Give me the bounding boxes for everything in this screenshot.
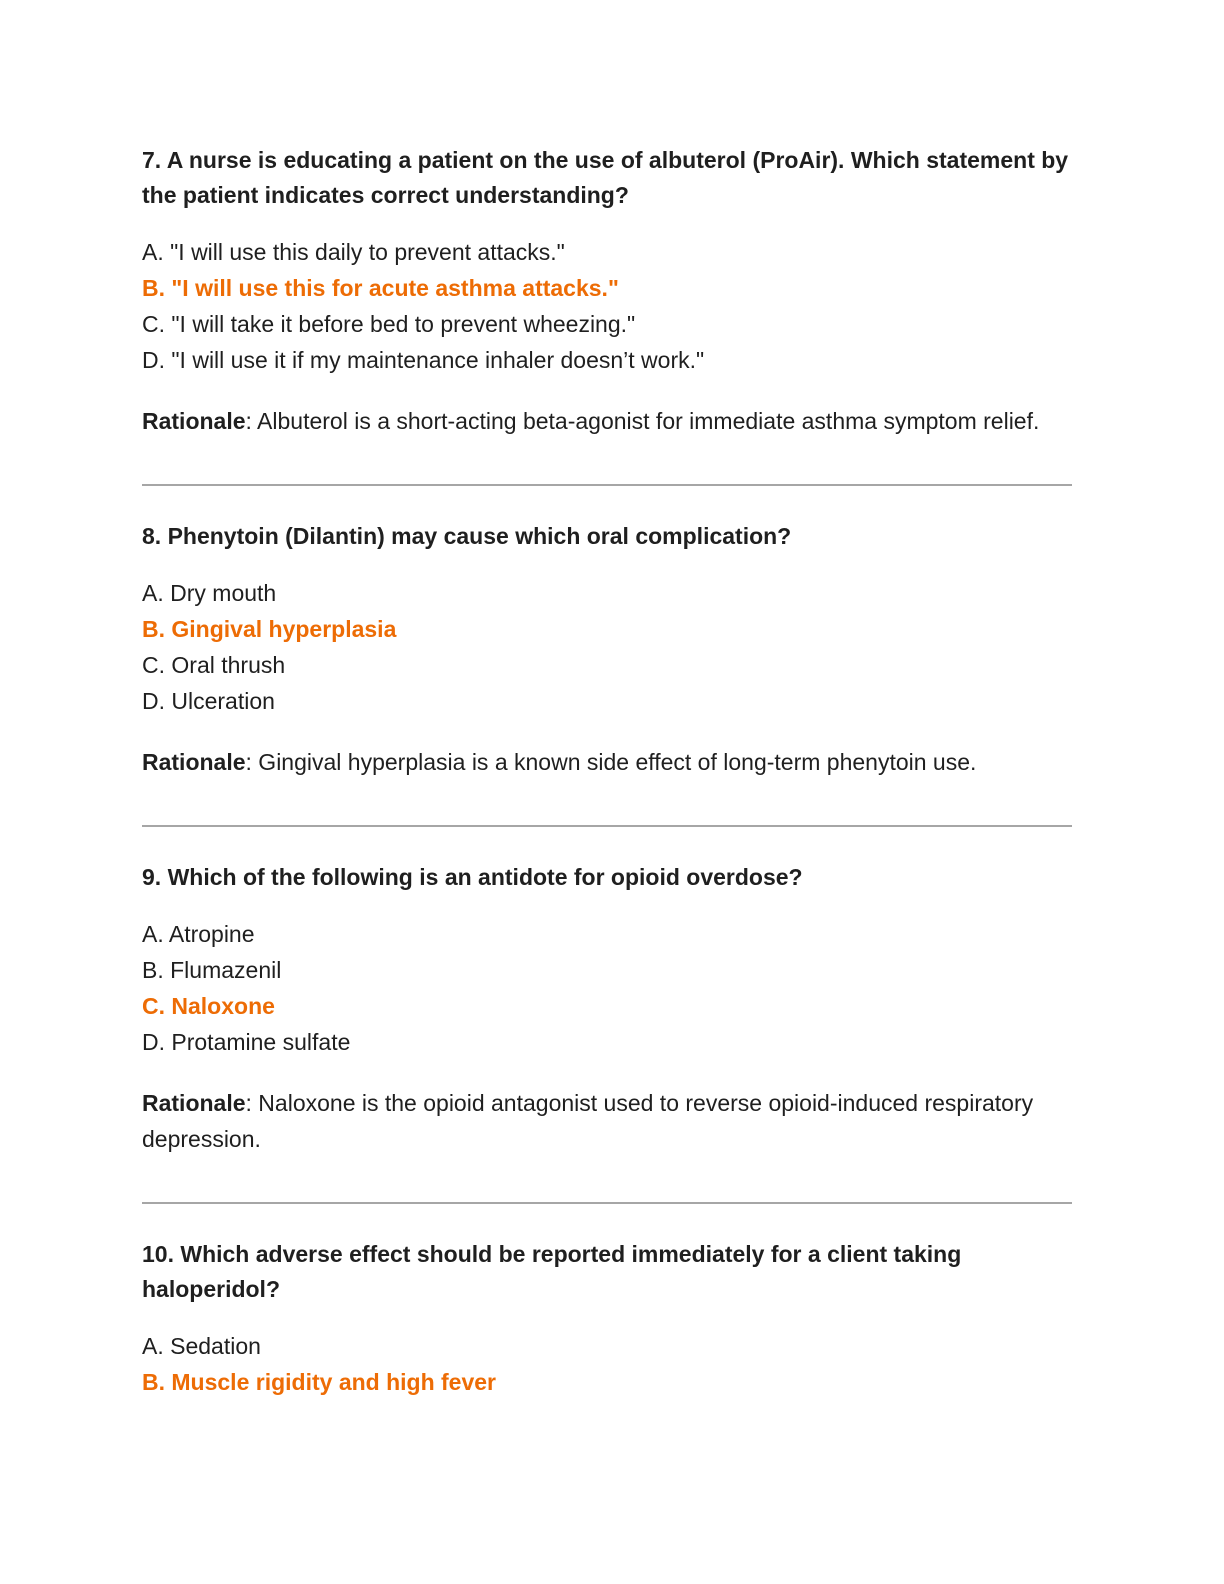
question-9-section (142, 860, 1072, 1157)
question-7-options (142, 234, 1072, 378)
question-10-title: 10. Which adverse effect should be reported immediately for a client taking haloperidol? (142, 1241, 962, 1302)
question-10-section (142, 1237, 1072, 1400)
answer-option-c-correct: C. Naloxone (142, 993, 275, 1019)
answer-option-a: A. Sedation (142, 1333, 261, 1359)
answer-option-c: C. "I will take it before bed to prevent wheezing." (142, 311, 636, 337)
answer-option-a: A. Dry mouth (142, 580, 277, 606)
rationale-text: : Gingival hyperplasia is a known side effect of long-term phenytoin use. (245, 749, 977, 775)
section-divider (142, 825, 1072, 827)
question-8-title: 8. Phenytoin (Dilantin) may cause which oral complication? (142, 523, 792, 549)
section-divider (142, 1202, 1072, 1204)
answer-option-c: C. Oral thrush (142, 652, 286, 678)
rationale-label: Rationale (142, 1090, 246, 1116)
question-8-rationale (142, 744, 1072, 780)
answer-option-a: A. "I will use this daily to prevent attacks." (142, 239, 565, 265)
rationale-label: Rationale (142, 749, 246, 775)
answer-option-b-correct: B. "I will use this for acute asthma attacks." (142, 275, 619, 301)
question-9-options (142, 916, 1072, 1060)
question-9-rationale (142, 1085, 1072, 1157)
answer-option-a: A. Atropine (142, 921, 255, 947)
answer-option-d: D. "I will use it if my maintenance inhaler doesn’t work." (142, 347, 705, 373)
rationale-text: : Albuterol is a short-acting beta-agonist for immediate asthma symptom relief. (245, 408, 1040, 434)
question-7-rationale (142, 403, 1072, 439)
question-7-title: 7. A nurse is educating a patient on the use of albuterol (ProAir). Which statement by the patient indicates correct understanding? (142, 147, 1069, 208)
rationale-text: : Naloxone is the opioid antagonist used to reverse opioid-induced respiratory depression. (142, 1090, 1034, 1152)
answer-option-d: D. Ulceration (142, 688, 275, 714)
section-divider (142, 484, 1072, 486)
question-10-options (142, 1328, 1072, 1400)
answer-option-b-correct: B. Gingival hyperplasia (142, 616, 397, 642)
rationale-label: Rationale (142, 408, 246, 434)
question-7-section (142, 143, 1072, 439)
question-8-section (142, 519, 1072, 780)
answer-option-b-correct: B. Muscle rigidity and high fever (142, 1369, 497, 1395)
question-8-options (142, 575, 1072, 719)
answer-option-b: B. Flumazenil (142, 957, 282, 983)
question-9-title: 9. Which of the following is an antidote for opioid overdose? (142, 864, 803, 890)
answer-option-d: D. Protamine sulfate (142, 1029, 351, 1055)
